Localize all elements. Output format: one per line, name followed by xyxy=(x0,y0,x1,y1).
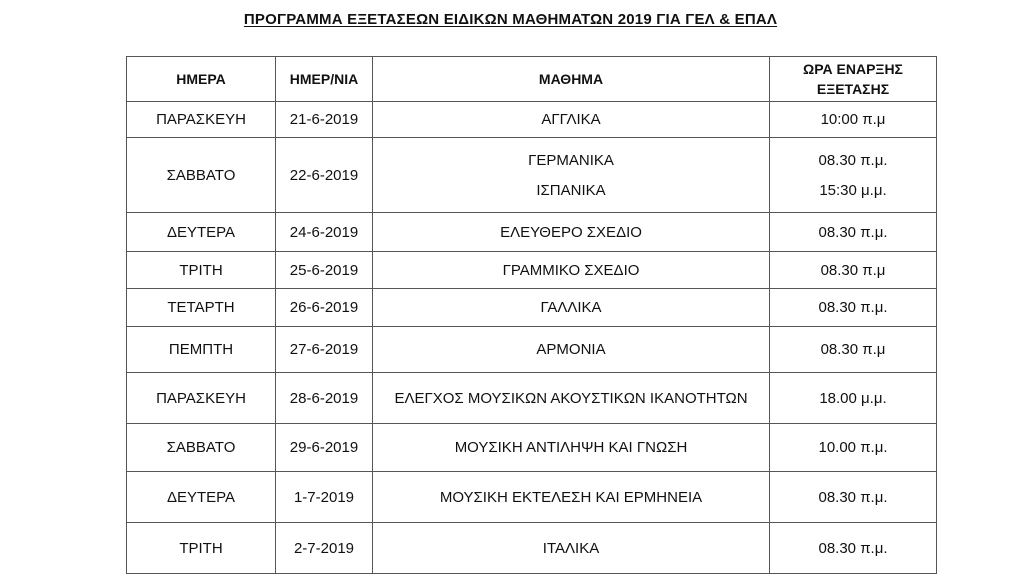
header-subject: ΜΑΘΗΜΑ xyxy=(373,57,770,102)
cell-subject: ΕΛΕΓΧΟΣ ΜΟΥΣΙΚΩΝ ΑΚΟΥΣΤΙΚΩΝ ΙΚΑΝΟΤΗΤΩΝ xyxy=(373,373,770,424)
table-row xyxy=(127,289,937,327)
cell-date: 27-6-2019 xyxy=(276,327,373,373)
cell-subject: ΑΡΜΟΝΙΑ xyxy=(373,327,770,373)
table-row xyxy=(127,472,937,523)
table-row xyxy=(127,252,937,289)
time-line: 08.30 π.μ. xyxy=(818,151,888,169)
table-row xyxy=(127,523,937,574)
header-start-time xyxy=(770,57,937,102)
cell-subject: ΕΛΕΥΘΕΡΟ ΣΧΕΔΙΟ xyxy=(373,213,770,252)
cell-time: 10:00 π.μ xyxy=(770,102,937,138)
cell-day: ΠΕΜΠΤΗ xyxy=(127,327,276,373)
cell-day: ΣΑΒΒΑΤΟ xyxy=(127,138,276,213)
table-row xyxy=(127,138,937,213)
cell-date: 21-6-2019 xyxy=(276,102,373,138)
cell-day: ΔΕΥΤΕΡΑ xyxy=(127,472,276,523)
exam-schedule-table xyxy=(126,56,937,574)
cell-day: ΠΑΡΑΣΚΕΥΗ xyxy=(127,373,276,424)
cell-subject: ΓΑΛΛΙΚΑ xyxy=(373,289,770,327)
subject-line: ΓΕΡΜΑΝΙΚΑ xyxy=(528,151,614,169)
header-start-time-line2: ΕΞΕΤΑΣΗΣ xyxy=(816,81,890,97)
document-title xyxy=(0,11,1021,28)
table-row xyxy=(127,373,937,424)
cell-time: 08.30 π.μ. xyxy=(770,213,937,252)
cell-day: ΠΑΡΑΣΚΕΥΗ xyxy=(127,102,276,138)
cell-subject: ΑΓΓΛΙΚΑ xyxy=(373,102,770,138)
cell-date: 24-6-2019 xyxy=(276,213,373,252)
table-row xyxy=(127,424,937,472)
document-title-text: ΠΡΟΓΡΑΜΜΑ ΕΞΕΤΑΣΕΩΝ ΕΙΔΙΚΩΝ ΜΑΘΗΜΑΤΩΝ 2019 ΓΙΑ ΓΕΛ & ΕΠΑΛ xyxy=(243,11,778,28)
header-date: ΗΜΕΡ/ΝΙΑ xyxy=(276,57,373,102)
cell-time: 08.30 π.μ xyxy=(770,252,937,289)
cell-date: 22-6-2019 xyxy=(276,138,373,213)
table-row xyxy=(127,213,937,252)
table-header-row xyxy=(127,57,937,102)
cell-subject: ΙΤΑΛΙΚΑ xyxy=(373,523,770,574)
cell-subject: ΓΡΑΜΜΙΚΟ ΣΧΕΔΙΟ xyxy=(373,252,770,289)
cell-date: 29-6-2019 xyxy=(276,424,373,472)
table-row xyxy=(127,327,937,373)
cell-time: 08.30 π.μ xyxy=(770,327,937,373)
cell-time: 08.30 π.μ. xyxy=(770,523,937,574)
cell-date: 2-7-2019 xyxy=(276,523,373,574)
cell-day: ΤΡΙΤΗ xyxy=(127,523,276,574)
cell-date: 26-6-2019 xyxy=(276,289,373,327)
cell-day: ΤΕΤΑΡΤΗ xyxy=(127,289,276,327)
time-line: 15:30 μ.μ. xyxy=(819,181,887,199)
cell-time: 08.30 π.μ. xyxy=(770,472,937,523)
cell-day: ΤΡΙΤΗ xyxy=(127,252,276,289)
cell-subject: ΜΟΥΣΙΚΗ ΕΚΤΕΛΕΣΗ ΚΑΙ ΕΡΜΗΝΕΙΑ xyxy=(373,472,770,523)
cell-date: 25-6-2019 xyxy=(276,252,373,289)
table-row xyxy=(127,102,937,138)
cell-time: 18.00 μ.μ. xyxy=(770,373,937,424)
cell-day: ΔΕΥΤΕΡΑ xyxy=(127,213,276,252)
cell-date: 1-7-2019 xyxy=(276,472,373,523)
subject-line: ΙΣΠΑΝΙΚΑ xyxy=(536,181,606,199)
cell-subject: ΜΟΥΣΙΚΗ ΑΝΤΙΛΗΨΗ ΚΑΙ ΓΝΩΣΗ xyxy=(373,424,770,472)
cell-subject xyxy=(373,138,770,213)
cell-date: 28-6-2019 xyxy=(276,373,373,424)
header-day: ΗΜΕΡΑ xyxy=(127,57,276,102)
cell-time: 10.00 π.μ. xyxy=(770,424,937,472)
header-start-time-line1: ΩΡΑ ΕΝΑΡΞΗΣ xyxy=(803,61,903,77)
cell-time: 08.30 π.μ. xyxy=(770,289,937,327)
cell-time xyxy=(770,138,937,213)
cell-day: ΣΑΒΒΑΤΟ xyxy=(127,424,276,472)
